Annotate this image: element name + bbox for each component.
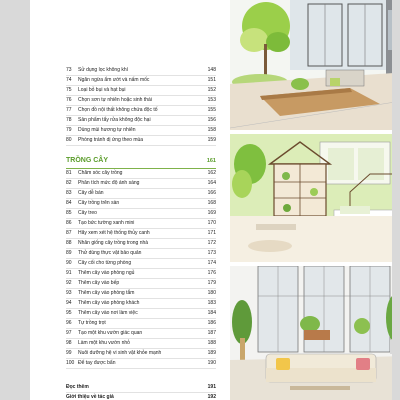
toc-entry-number: 88 bbox=[66, 240, 72, 246]
toc-entry-number: 82 bbox=[66, 180, 72, 186]
toc-entry-title: Chọn sơn tự nhiên hoặc sinh thái bbox=[78, 97, 152, 103]
toc-entry-title: Cây trồng trên sàn bbox=[78, 200, 120, 206]
toc-entry bbox=[66, 199, 216, 209]
book-page bbox=[30, 0, 392, 400]
toc-section-header bbox=[66, 154, 216, 169]
toc-entry bbox=[66, 229, 216, 239]
toc-entry bbox=[66, 169, 216, 179]
toc-entry-title: Để tay được bẩn bbox=[78, 360, 116, 366]
toc-entry-number: 95 bbox=[66, 310, 72, 316]
toc-entry-page: 151 bbox=[207, 77, 216, 83]
toc-list-b bbox=[66, 169, 216, 369]
toc-entry-number: 89 bbox=[66, 250, 72, 256]
toc-entry-page: 169 bbox=[207, 210, 216, 216]
toc-entry bbox=[66, 76, 216, 86]
toc-entry-number: 83 bbox=[66, 190, 72, 196]
toc-entry-page: 156 bbox=[207, 117, 216, 123]
toc-entry-number: 75 bbox=[66, 87, 72, 93]
toc-entry-title: Loại bỏ bụi và hạt bụi bbox=[78, 87, 126, 93]
toc-entry-title: Thêm cây vào phòng tắm bbox=[78, 290, 135, 296]
toc-entry-page: 153 bbox=[207, 97, 216, 103]
illustration-living-room-terrace bbox=[230, 0, 392, 130]
toc-entry-number: 81 bbox=[66, 170, 72, 176]
toc-entry-number: 98 bbox=[66, 340, 72, 346]
toc-entry bbox=[66, 219, 216, 229]
toc-entry-page: 176 bbox=[207, 270, 216, 276]
illustration-green-bedroom bbox=[230, 134, 392, 262]
toc-entry-number: 79 bbox=[66, 127, 72, 133]
toc-entry bbox=[66, 96, 216, 106]
toc-entry-title: Thêm cây vào bếp bbox=[78, 280, 120, 286]
toc-entry-page: 173 bbox=[207, 250, 216, 256]
toc-entry-title: Tự trồng trọt bbox=[78, 320, 106, 326]
toc-entry-number: 93 bbox=[66, 290, 72, 296]
toc-entry-page: 171 bbox=[207, 230, 216, 236]
toc-entry-page: 189 bbox=[207, 350, 216, 356]
toc-entry-number: 87 bbox=[66, 230, 72, 236]
toc-entry-number: 78 bbox=[66, 117, 72, 123]
toc-entry-title: Tạo một khu vườn giác quan bbox=[78, 330, 143, 336]
toc-entry-title: Thêm cây vào phòng khách bbox=[78, 300, 140, 306]
toc-entry-page: 187 bbox=[207, 330, 216, 336]
toc-entry-number: 92 bbox=[66, 280, 72, 286]
toc-entry-title: Nuôi dưỡng hệ vi sinh vật khỏe mạnh bbox=[78, 350, 162, 356]
toc-entry bbox=[66, 329, 216, 339]
toc-list-a bbox=[66, 66, 216, 146]
toc-entry bbox=[66, 239, 216, 249]
section-page: 161 bbox=[206, 158, 216, 164]
toc-extras bbox=[66, 383, 216, 400]
toc-extra-row bbox=[66, 393, 216, 400]
toc-entry-title: Cây dễ bán bbox=[78, 190, 104, 196]
toc-entry-page: 170 bbox=[207, 220, 216, 226]
toc-entry-page: 190 bbox=[207, 360, 216, 366]
toc-entry-number: 91 bbox=[66, 270, 72, 276]
toc-entry-title: Làm một khu vườn nhỏ bbox=[78, 340, 130, 346]
toc-entry-page: 180 bbox=[207, 290, 216, 296]
toc-entry bbox=[66, 209, 216, 219]
table-of-contents bbox=[66, 66, 216, 400]
toc-entry-number: 94 bbox=[66, 300, 72, 306]
toc-entry-page: 148 bbox=[207, 67, 216, 73]
toc-entry-number: 74 bbox=[66, 77, 72, 83]
toc-entry-title: Cây treo bbox=[78, 210, 97, 216]
toc-entry-page: 166 bbox=[207, 190, 216, 196]
toc-extra-title: Giới thiệu về tác giả bbox=[66, 394, 114, 400]
toc-entry-page: 188 bbox=[207, 340, 216, 346]
toc-entry-number: 80 bbox=[66, 137, 72, 143]
toc-entry-page: 158 bbox=[207, 127, 216, 133]
toc-extra-page: 192 bbox=[207, 394, 216, 400]
toc-entry-page: 164 bbox=[207, 180, 216, 186]
toc-entry-number: 90 bbox=[66, 260, 72, 266]
section-title: TRỒNG CÂY bbox=[66, 157, 108, 164]
toc-entry bbox=[66, 269, 216, 279]
toc-entry-number: 96 bbox=[66, 320, 72, 326]
toc-entry bbox=[66, 289, 216, 299]
toc-entry-title: Phân tích mức độ ánh sáng bbox=[78, 180, 140, 186]
toc-entry bbox=[66, 86, 216, 96]
toc-entry-number: 77 bbox=[66, 107, 72, 113]
toc-entry-title: Phòng tránh dị ứng theo mùa bbox=[78, 137, 144, 143]
toc-entry-number: 100 bbox=[66, 360, 75, 366]
toc-entry-title: Tạo bức tường xanh mini bbox=[78, 220, 135, 226]
toc-entry bbox=[66, 259, 216, 269]
toc-entry-title: Nhân giống cây trồng trong nhà bbox=[78, 240, 149, 246]
toc-entry-page: 159 bbox=[207, 137, 216, 143]
toc-entry bbox=[66, 359, 216, 369]
toc-entry-page: 162 bbox=[207, 170, 216, 176]
toc-entry bbox=[66, 249, 216, 259]
toc-entry-number: 86 bbox=[66, 220, 72, 226]
toc-entry-title: Thêm cây vào phòng ngủ bbox=[78, 270, 135, 276]
toc-entry bbox=[66, 309, 216, 319]
toc-entry-title: Chăm sóc cây trồng bbox=[78, 170, 123, 176]
toc-entry-page: 155 bbox=[207, 107, 216, 113]
toc-entry-title: Ngăn ngừa ẩm ướt và nấm mốc bbox=[78, 77, 150, 83]
toc-entry bbox=[66, 319, 216, 329]
toc-entry-title: Thử dùng thực vật bảo quản bbox=[78, 250, 142, 256]
toc-entry bbox=[66, 189, 216, 199]
toc-entry-page: 174 bbox=[207, 260, 216, 266]
toc-entry-page: 184 bbox=[207, 310, 216, 316]
toc-entry bbox=[66, 349, 216, 359]
toc-entry bbox=[66, 106, 216, 116]
toc-entry-title: Dùng mùi hương tự nhiên bbox=[78, 127, 136, 133]
toc-entry bbox=[66, 66, 216, 76]
toc-entry bbox=[66, 299, 216, 309]
toc-extra-title: Đọc thêm bbox=[66, 384, 89, 390]
toc-entry-title: Hãy xem xét hệ thống thủy canh bbox=[78, 230, 150, 236]
toc-entry-number: 84 bbox=[66, 200, 72, 206]
toc-entry-page: 172 bbox=[207, 240, 216, 246]
toc-entry bbox=[66, 126, 216, 136]
toc-entry bbox=[66, 179, 216, 189]
toc-entry-number: 85 bbox=[66, 210, 72, 216]
toc-entry-title: Sản phẩm tẩy rửa không độc hại bbox=[78, 117, 151, 123]
toc-entry-title: Sử dụng lọc không khí bbox=[78, 67, 129, 73]
toc-entry-number: 76 bbox=[66, 97, 72, 103]
toc-entry-title: Cây cối cho từng phòng bbox=[78, 260, 132, 266]
toc-entry bbox=[66, 136, 216, 146]
toc-entry-number: 73 bbox=[66, 67, 72, 73]
toc-entry-page: 152 bbox=[207, 87, 216, 93]
toc-entry-page: 186 bbox=[207, 320, 216, 326]
toc-entry bbox=[66, 116, 216, 126]
toc-entry-number: 97 bbox=[66, 330, 72, 336]
toc-entry-number: 99 bbox=[66, 350, 72, 356]
toc-entry bbox=[66, 339, 216, 349]
toc-extra-row bbox=[66, 383, 216, 393]
toc-entry-page: 168 bbox=[207, 200, 216, 206]
toc-entry-title: Thêm cây vào nơi làm việc bbox=[78, 310, 138, 316]
toc-entry-title: Chọn đồ nội thất không chứa độc tố bbox=[78, 107, 158, 113]
illustration-sofa-living-room bbox=[230, 266, 392, 400]
toc-entry bbox=[66, 279, 216, 289]
toc-extra-page: 191 bbox=[207, 384, 216, 390]
toc-entry-page: 179 bbox=[207, 280, 216, 286]
toc-entry-page: 183 bbox=[207, 300, 216, 306]
